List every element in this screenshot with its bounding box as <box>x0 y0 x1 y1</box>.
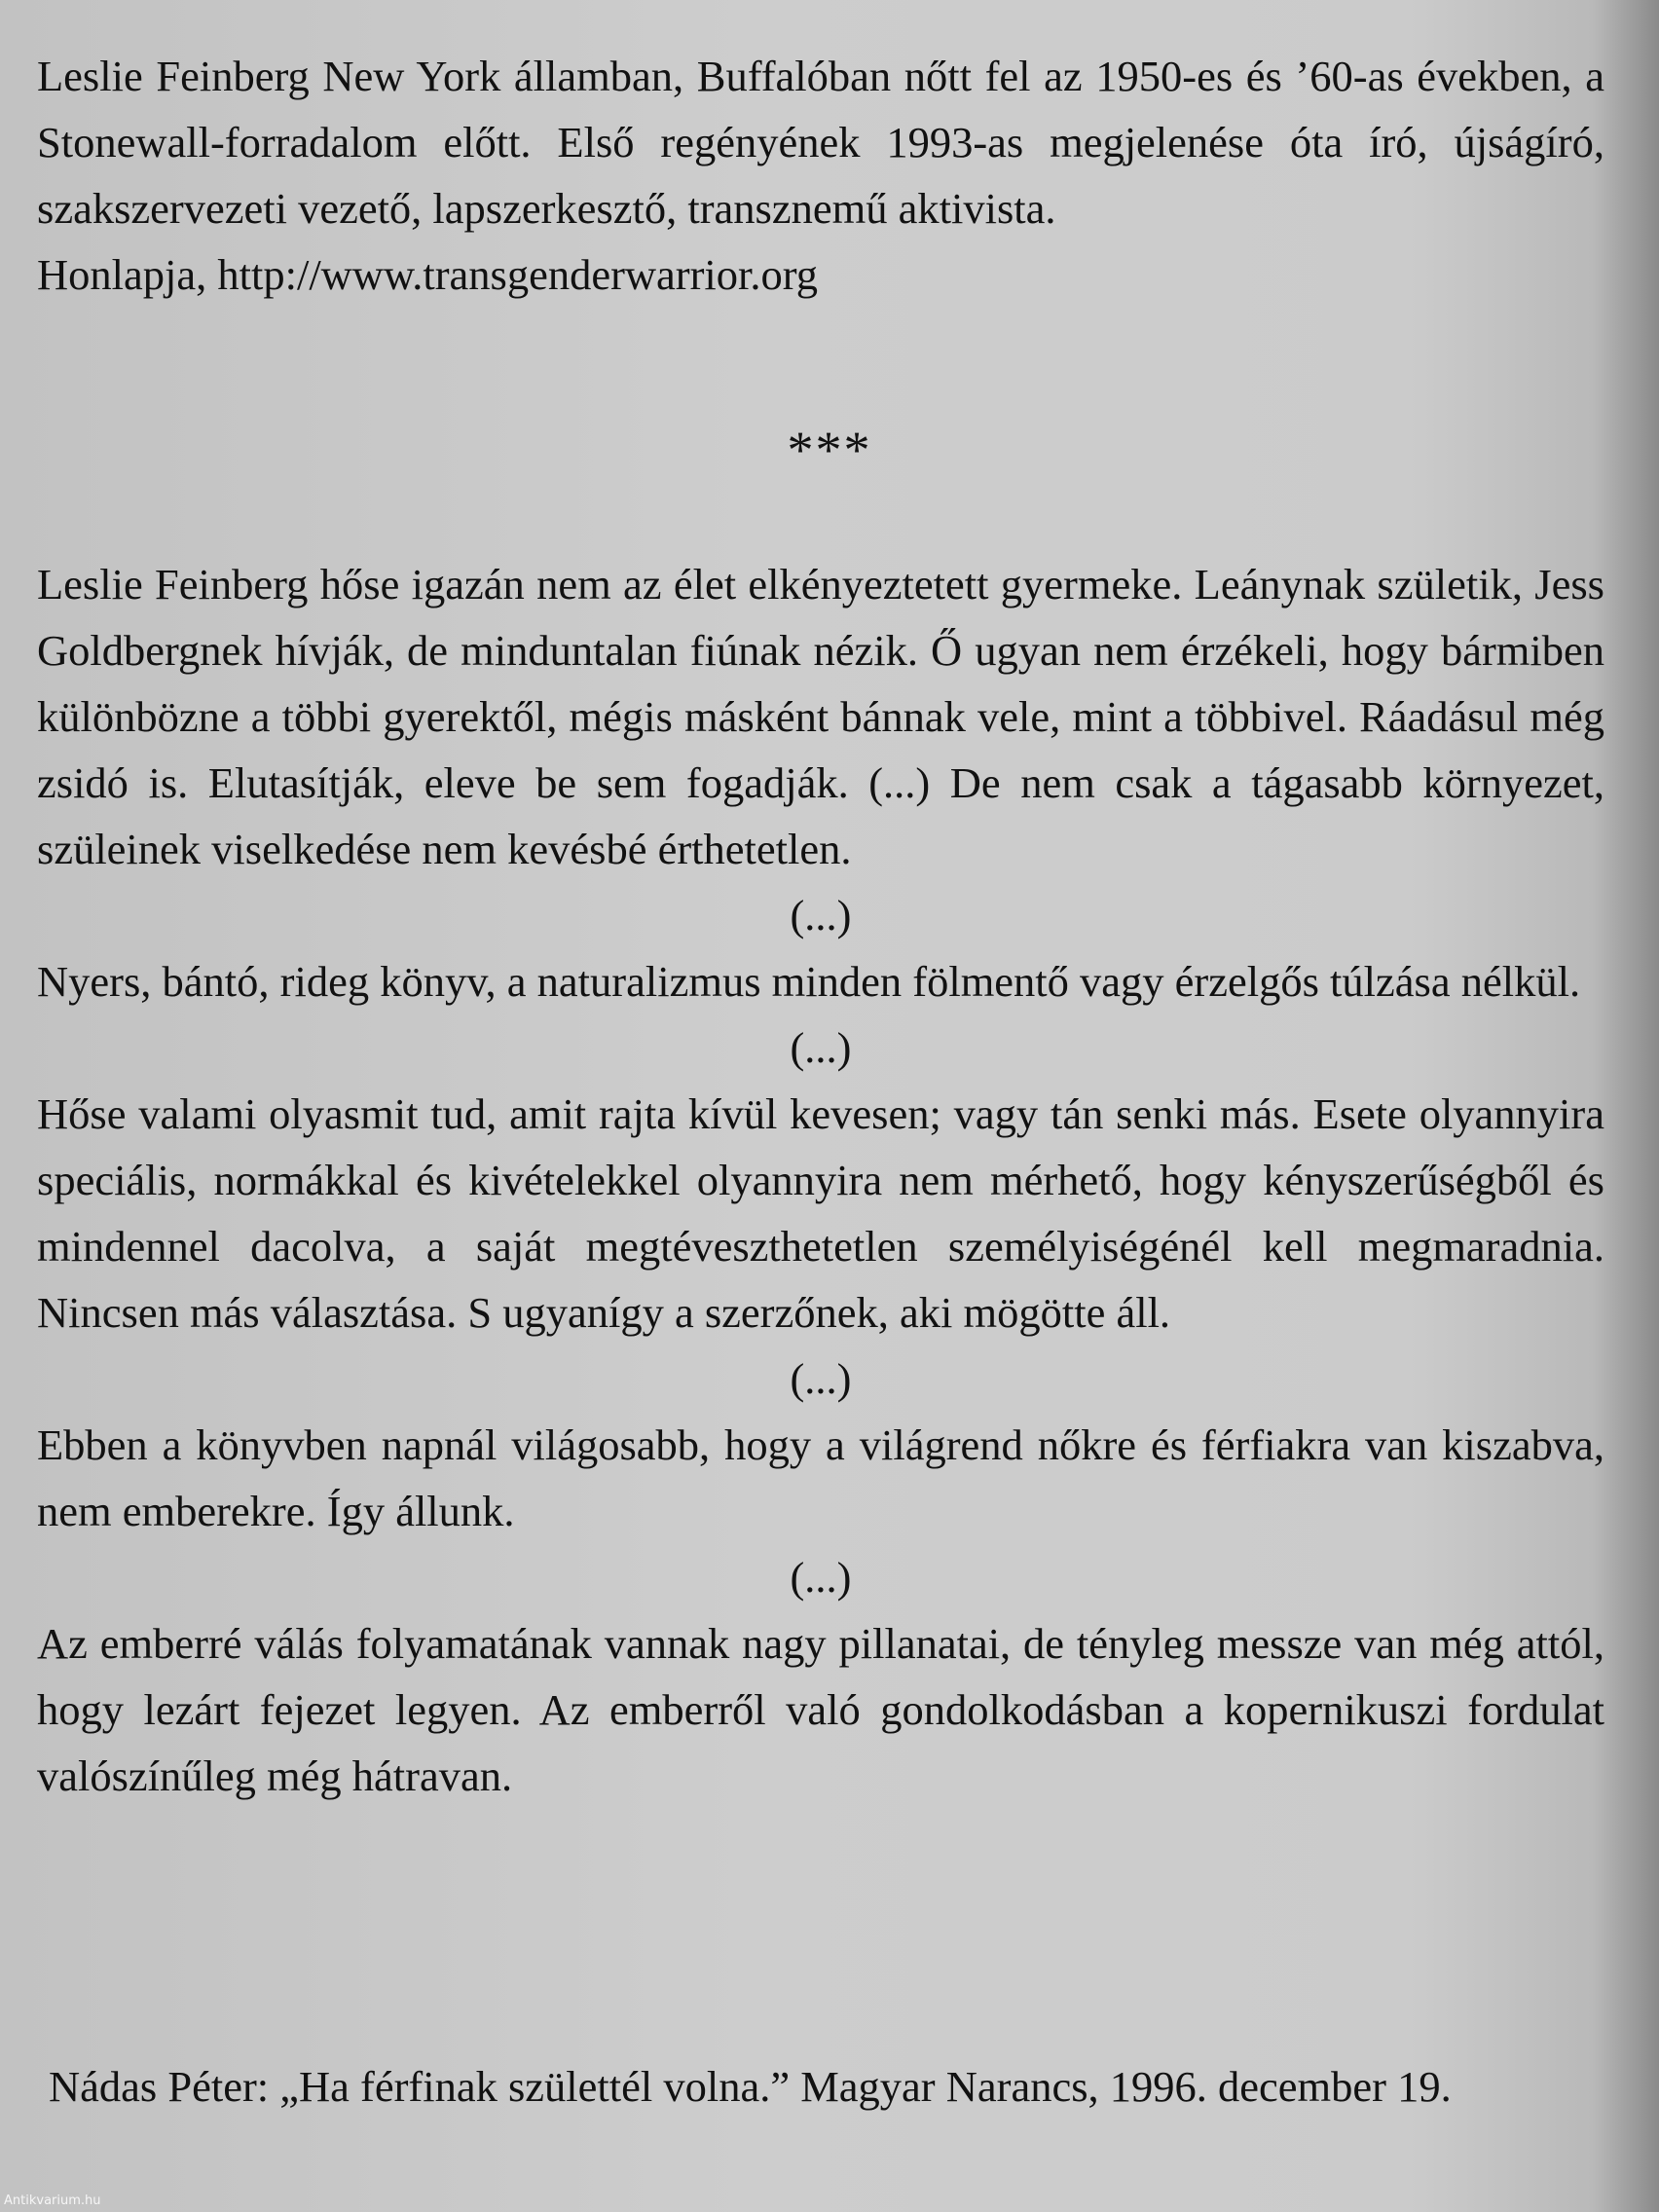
review-paragraph-4: Ebben a könyvben napnál világosabb, hogy a világrend nőkre és férfiakra van kiszabva, nem emberekre. Így állunk. <box>37 1420 1604 1535</box>
review-excerpt <box>37 551 1604 1809</box>
omission-mark-3: (...) <box>790 1354 852 1403</box>
watermark: Antikvarium.hu <box>4 2194 101 2208</box>
omission-mark-4: (...) <box>790 1553 852 1602</box>
review-paragraph-3: Hőse valami olyasmit tud, amit rajta kívül kevesen; vagy tán senki más. Esete olyannyira speciális, normákkal és kivételekkel olyannyira nem mérhető, hogy kényszerűségből és mindennel dacolva, a saját megtéveszthetetlen személyiségénél kell megmaradnia. Nincsen más választása. S ugyanígy a szerzőnek, aki mögötte áll. <box>37 1089 1604 1337</box>
omission-mark-1: (...) <box>790 891 852 940</box>
author-bio-paragraph: Leslie Feinberg New York államban, Buffalóban nőtt fel az 1950-es és ’60-as években, a Stonewall-forradalom előtt. Első regényének 1993-as megjelenése óta író, újságíró, szakszervezeti vezető, lapszerkesztő, transznemű aktivista. <box>37 52 1604 233</box>
review-citation: Nádas Péter: „Ha férfinak születtél volna.” Magyar Narancs, 1996. december 19. <box>49 2062 1452 2111</box>
omission-mark-2: (...) <box>790 1023 852 1072</box>
review-paragraph-5: Az emberré válás folyamatának vannak nagy pillanatai, de tényleg messze van még attól, hogy lezárt fejezet legyen. Az emberről való gondolkodásban a kopernikuszi fordulat valószínűleg még hátravan. <box>37 1619 1604 1800</box>
review-paragraph-2: Nyers, bántó, rideg könyv, a naturalizmus minden fölmentő vagy érzelgős túlzása nélkül. <box>37 957 1581 1006</box>
section-separator: *** <box>787 421 872 479</box>
author-website: Honlapja, http://www.transgenderwarrior.org <box>37 250 819 299</box>
author-bio <box>37 43 1604 308</box>
review-paragraph-1: Leslie Feinberg hőse igazán nem az élet elkényeztetett gyermeke. Leánynak születik, Jess Goldbergnek hívják, de minduntalan fiúnak nézik. Ő ugyan nem érzékeli, hogy bármiben különbözne a többi gyerektől, mégis másként bánnak vele, mint a többivel. Ráadásul még zsidó is. Elutasítják, eleve be sem fogadják. (...) De nem csak a tágasabb környezet, szüleinek viselkedése nem kevésbé érthetetlen. <box>37 560 1604 873</box>
